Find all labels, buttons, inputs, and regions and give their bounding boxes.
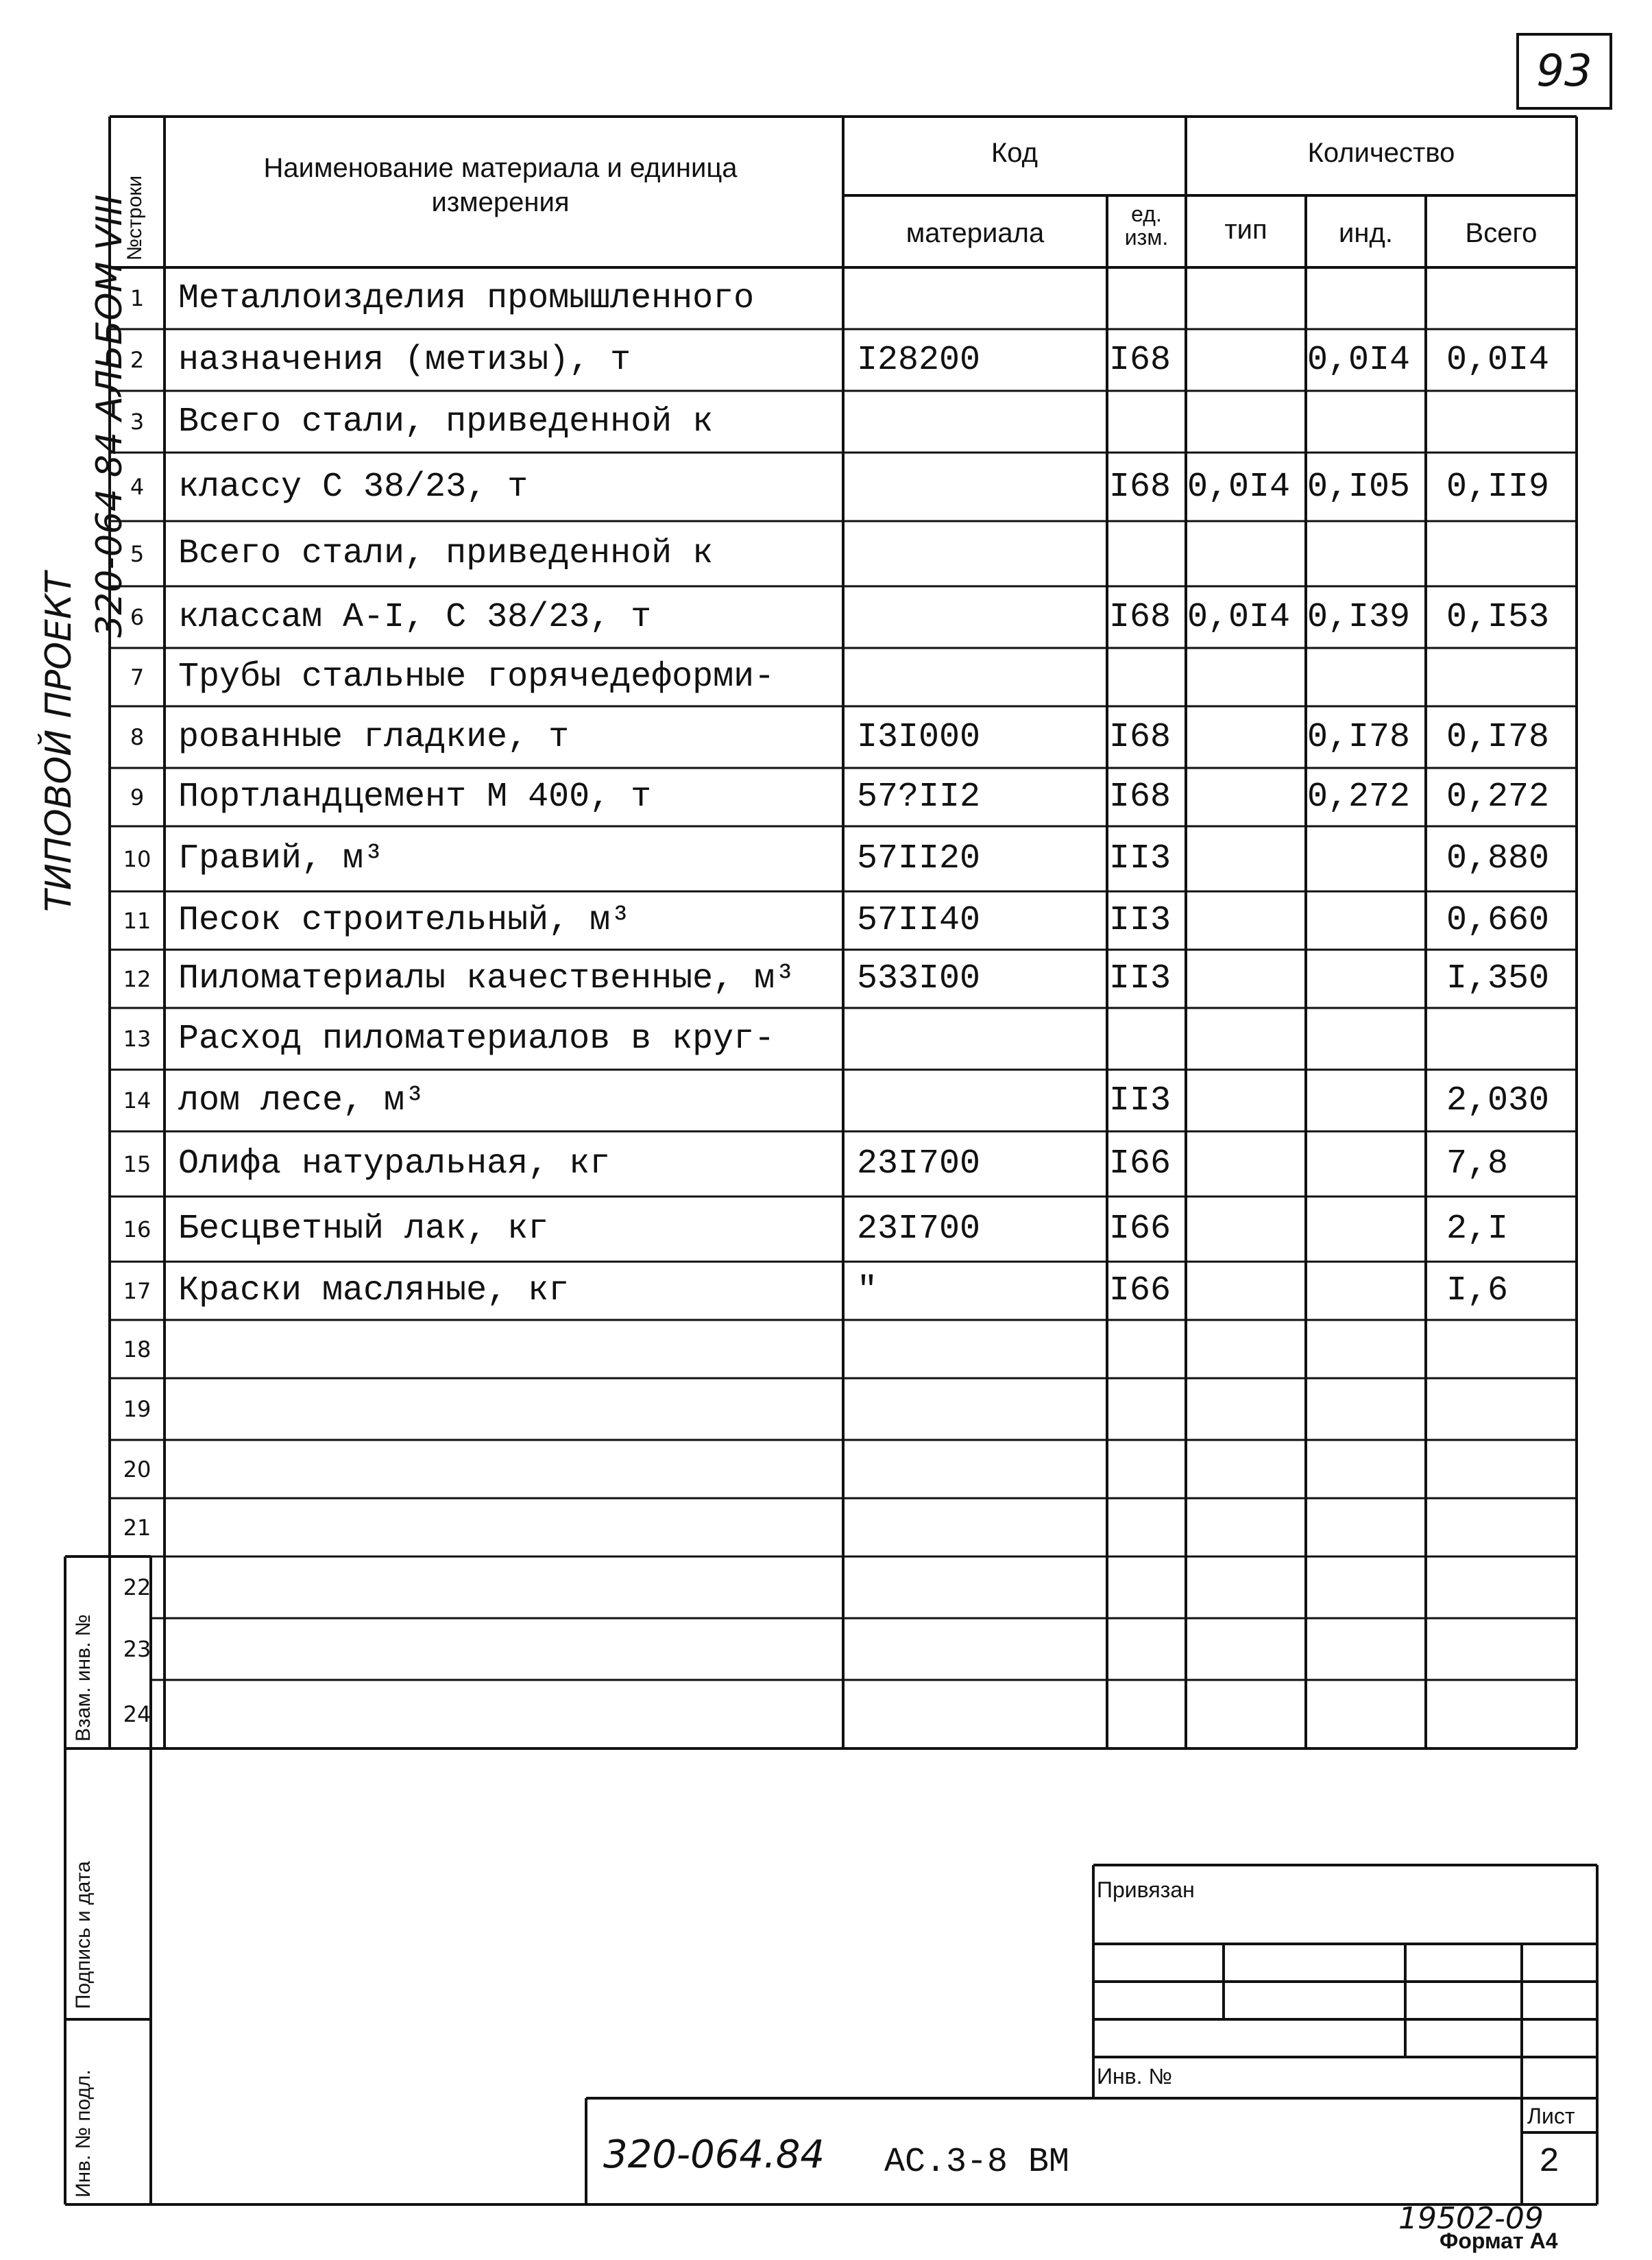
cell-total <box>1446 1498 1573 1556</box>
header-row-number: №строки <box>123 175 146 261</box>
cell-code <box>857 1440 1104 1498</box>
cell-n: 5 <box>130 540 145 567</box>
cell-total <box>1446 391 1573 453</box>
cell-code <box>857 648 1104 706</box>
cell-name: Портландцемент М 400, т <box>178 778 652 817</box>
cell-ind <box>1307 1262 1424 1320</box>
table-row <box>0 1197 1577 1262</box>
cell-code <box>857 1618 1104 1680</box>
cell-name: Бесцветный лак, кг <box>178 1210 549 1249</box>
header-name: Наименование материала и единица измерения <box>263 153 738 217</box>
cell-code <box>857 521 1104 586</box>
cell-name: Олифа натуральная, кг <box>178 1144 611 1183</box>
cell-n: 21 <box>123 1514 151 1541</box>
cell-n: 22 <box>123 1574 151 1600</box>
cell-code <box>857 1378 1104 1440</box>
cell-total <box>1446 1618 1573 1680</box>
cell-unit: I66 <box>1109 1210 1171 1249</box>
cell-tip <box>1187 768 1304 826</box>
cell-unit: I66 <box>1109 1271 1171 1310</box>
title-privyazan: Привязан <box>1097 1877 1195 1902</box>
table-row <box>0 1680 1577 1748</box>
cell-code <box>857 391 1104 453</box>
cell-total: 7,8 <box>1446 1144 1509 1183</box>
cell-unit: I66 <box>1109 1144 1171 1183</box>
cell-name: Песок строительный, м³ <box>178 901 631 940</box>
cell-unit <box>1109 648 1185 706</box>
cell-name: Всего стали, приведенной к <box>178 534 714 573</box>
cell-total: I,350 <box>1446 959 1550 998</box>
cell-n: 1 <box>130 285 145 311</box>
cell-ind <box>1307 1008 1424 1070</box>
cell-unit <box>1109 1378 1185 1440</box>
cell-name <box>178 1440 836 1498</box>
footer-hand-number: 19502-09 <box>1398 2201 1544 2236</box>
cell-name <box>178 1618 836 1680</box>
title-list-number: 2 <box>1539 2143 1560 2182</box>
cell-ind <box>1307 1197 1424 1262</box>
cell-unit <box>1109 391 1185 453</box>
cell-total <box>1446 1680 1573 1748</box>
cell-unit <box>1109 1008 1185 1070</box>
cell-total: 0,II9 <box>1446 467 1550 507</box>
cell-n: 19 <box>123 1396 151 1422</box>
cell-total: 0,660 <box>1446 901 1550 940</box>
table-row <box>0 329 1577 391</box>
cell-code <box>857 1320 1104 1378</box>
table-row <box>0 391 1577 453</box>
cell-code <box>857 267 1104 329</box>
cell-total <box>1446 1008 1573 1070</box>
stamp-inv-podl: Инв. № подл. <box>72 2069 95 2198</box>
side-note-project: ТИПОВОЙ ПРОЕКТ <box>38 572 80 912</box>
cell-unit <box>1109 1618 1185 1680</box>
cell-n: 7 <box>130 664 145 690</box>
cell-tip <box>1187 1440 1304 1498</box>
cell-code <box>857 586 1104 648</box>
cell-code <box>857 1008 1104 1070</box>
cell-total <box>1446 521 1573 586</box>
cell-unit: I68 <box>1109 778 1171 817</box>
cell-name <box>178 1320 836 1378</box>
cell-ind <box>1307 1320 1424 1378</box>
side-note-album: 320-064 84 АЛЬБОМ VIII <box>89 194 130 638</box>
cell-tip <box>1187 648 1304 706</box>
cell-ind: 0,272 <box>1307 778 1411 817</box>
cell-ind: 0,I78 <box>1307 717 1411 757</box>
cell-unit <box>1109 1556 1185 1618</box>
cell-tip <box>1187 1556 1304 1618</box>
cell-ind <box>1307 1498 1424 1556</box>
cell-unit: I68 <box>1109 467 1171 507</box>
cell-n: 4 <box>130 474 145 500</box>
cell-n: 3 <box>130 409 145 435</box>
cell-n: 6 <box>130 604 145 630</box>
cell-total <box>1446 267 1573 329</box>
table-row <box>0 1131 1577 1197</box>
cell-tip <box>1187 1618 1304 1680</box>
cell-n: 2 <box>130 347 145 373</box>
table-row <box>0 1320 1577 1378</box>
cell-ind <box>1307 1378 1424 1440</box>
cell-n: 14 <box>123 1087 151 1114</box>
cell-name: Гравий, м³ <box>178 839 385 878</box>
table-row <box>0 648 1577 706</box>
cell-ind <box>1307 391 1424 453</box>
cell-tip <box>1187 1008 1304 1070</box>
cell-ind <box>1307 1618 1424 1680</box>
table-row <box>0 1262 1577 1320</box>
cell-n: 20 <box>123 1456 151 1482</box>
cell-ind: 0,I39 <box>1307 597 1411 637</box>
table-row <box>0 586 1577 648</box>
cell-total <box>1446 1440 1573 1498</box>
cell-total <box>1446 1556 1573 1618</box>
cell-code: 23I700 <box>857 1210 981 1249</box>
cell-n: 24 <box>123 1701 151 1727</box>
cell-name: Расход пиломатериалов в круг- <box>178 1019 775 1059</box>
cell-unit <box>1109 521 1185 586</box>
cell-n: 18 <box>123 1336 151 1362</box>
cell-unit <box>1109 267 1185 329</box>
cell-total: 0,I53 <box>1446 597 1550 637</box>
cell-tip <box>1187 1498 1304 1556</box>
cell-n: 8 <box>130 724 145 750</box>
cell-ind <box>1307 826 1424 891</box>
header-kod: Код <box>991 138 1038 168</box>
cell-name: Всего стали, приведенной к <box>178 402 714 442</box>
cell-n: 12 <box>123 965 151 992</box>
cell-tip <box>1187 1320 1304 1378</box>
cell-unit <box>1109 1320 1185 1378</box>
cell-unit <box>1109 1498 1185 1556</box>
cell-n: 9 <box>130 784 145 810</box>
table-row <box>0 1070 1577 1131</box>
cell-n: 16 <box>123 1216 151 1242</box>
cell-n: 10 <box>123 845 151 872</box>
cell-name: рованные гладкие, т <box>178 717 570 757</box>
cell-total: 2,I <box>1446 1210 1509 1249</box>
cell-name: классу С 38/23, т <box>178 467 529 507</box>
table-row <box>0 706 1577 768</box>
cell-tip <box>1187 1680 1304 1748</box>
cell-ind <box>1307 267 1424 329</box>
cell-name <box>178 1498 836 1556</box>
cell-name: Трубы стальные горячедеформи- <box>178 658 775 697</box>
cell-total: 0,272 <box>1446 778 1550 817</box>
cell-ind <box>1307 648 1424 706</box>
cell-name <box>178 1680 836 1748</box>
cell-tip <box>1187 521 1304 586</box>
cell-code <box>857 453 1104 521</box>
cell-n: 23 <box>123 1636 151 1662</box>
table-row <box>0 891 1577 950</box>
cell-tip <box>1187 1197 1304 1262</box>
title-inv-no: Инв. № <box>1097 2064 1172 2089</box>
cell-total: 0,880 <box>1446 839 1550 878</box>
cell-name: Краски масляные, кг <box>178 1271 570 1310</box>
cell-unit <box>1109 1440 1185 1498</box>
cell-code <box>857 1070 1104 1131</box>
cell-unit: II3 <box>1109 839 1171 878</box>
cell-code: 57II20 <box>857 839 981 878</box>
cell-unit: II3 <box>1109 1081 1171 1120</box>
cell-total <box>1446 1320 1573 1378</box>
cell-total: 2,030 <box>1446 1081 1550 1120</box>
cell-ind: 0,I05 <box>1307 467 1411 507</box>
cell-unit: I68 <box>1109 717 1171 757</box>
table-row <box>0 1618 1577 1680</box>
cell-tip <box>1187 1378 1304 1440</box>
cell-code: I28200 <box>857 340 981 380</box>
cell-code: 57?II2 <box>857 778 981 817</box>
cell-n: 15 <box>123 1151 151 1177</box>
cell-ind <box>1307 1131 1424 1197</box>
cell-name: классам A-I, С 38/23, т <box>178 597 652 637</box>
cell-tip <box>1187 267 1304 329</box>
table-row <box>0 826 1577 891</box>
cell-code <box>857 1498 1104 1556</box>
cell-ind: 0,0I4 <box>1307 340 1411 380</box>
stamp-vzam-inv: Взам. инв. № <box>72 1614 95 1742</box>
cell-tip <box>1187 1262 1304 1320</box>
title-list-label: Лист <box>1527 2104 1575 2128</box>
cell-unit: I68 <box>1109 340 1171 380</box>
cell-tip <box>1187 891 1304 950</box>
cell-name: Пиломатериалы качественные, м³ <box>178 959 796 998</box>
table-row <box>0 453 1577 521</box>
cell-ind <box>1307 1070 1424 1131</box>
cell-code: I3I000 <box>857 717 981 757</box>
header-vsego: Всего <box>1465 218 1538 248</box>
cell-total <box>1446 648 1573 706</box>
table-row <box>0 1440 1577 1498</box>
cell-n: 13 <box>123 1026 151 1052</box>
cell-code <box>857 1680 1104 1748</box>
cell-name: назначения (метизы), т <box>178 340 631 380</box>
cell-unit: I68 <box>1109 597 1171 637</box>
header-ind: инд. <box>1339 218 1393 248</box>
cell-name <box>178 1556 836 1618</box>
title-doc-handwritten: 320-064.84 <box>603 2132 825 2177</box>
cell-code <box>857 1556 1104 1618</box>
cell-tip: 0,0I4 <box>1187 597 1291 637</box>
cell-ind <box>1307 950 1424 1008</box>
cell-tip: 0,0I4 <box>1187 467 1291 507</box>
header-tip: тип <box>1224 215 1267 245</box>
footer-format: Формат А4 <box>1440 2228 1558 2253</box>
cell-unit: II3 <box>1109 901 1171 940</box>
cell-name: Металлоизделия промышленного <box>178 278 755 318</box>
header-kolichestvo: Количество <box>1307 138 1455 168</box>
cell-ind <box>1307 1556 1424 1618</box>
cell-total: 0,0I4 <box>1446 340 1550 380</box>
table-row <box>0 1498 1577 1556</box>
cell-tip <box>1187 1131 1304 1197</box>
cell-total <box>1446 1378 1573 1440</box>
stamp-podpis-data: Подпись и дата <box>72 1861 95 2009</box>
cell-tip <box>1187 706 1304 768</box>
title-doc-code: АС.3-8 ВМ <box>884 2143 1070 2182</box>
cell-code: 57II40 <box>857 901 981 940</box>
page-number: 93 <box>1516 33 1612 110</box>
cell-ind <box>1307 891 1424 950</box>
cell-unit: II3 <box>1109 959 1171 998</box>
cell-code: 23I700 <box>857 1144 981 1183</box>
table-row <box>0 1008 1577 1070</box>
cell-code: " <box>857 1271 878 1310</box>
cell-name: лом лесе, м³ <box>178 1081 426 1120</box>
cell-ind <box>1307 521 1424 586</box>
header-kod-material: материала <box>906 218 1045 248</box>
cell-tip <box>1187 950 1304 1008</box>
cell-ind <box>1307 1680 1424 1748</box>
table-row <box>0 1556 1577 1618</box>
cell-code: 533I00 <box>857 959 981 998</box>
cell-n: 17 <box>123 1277 151 1304</box>
cell-n: 11 <box>123 907 151 934</box>
cell-tip <box>1187 329 1304 391</box>
cell-total: I,6 <box>1446 1271 1509 1310</box>
cell-name <box>178 1378 836 1440</box>
cell-total: 0,I78 <box>1446 717 1550 757</box>
table-row <box>0 950 1577 1008</box>
header-kod-unit: ед. изм. <box>1124 202 1169 250</box>
cell-ind <box>1307 1440 1424 1498</box>
cell-tip <box>1187 391 1304 453</box>
table-row <box>0 267 1577 329</box>
cell-tip <box>1187 826 1304 891</box>
cell-tip <box>1187 1070 1304 1131</box>
table-row <box>0 1378 1577 1440</box>
table-row <box>0 768 1577 826</box>
cell-unit <box>1109 1680 1185 1748</box>
table-row <box>0 521 1577 586</box>
